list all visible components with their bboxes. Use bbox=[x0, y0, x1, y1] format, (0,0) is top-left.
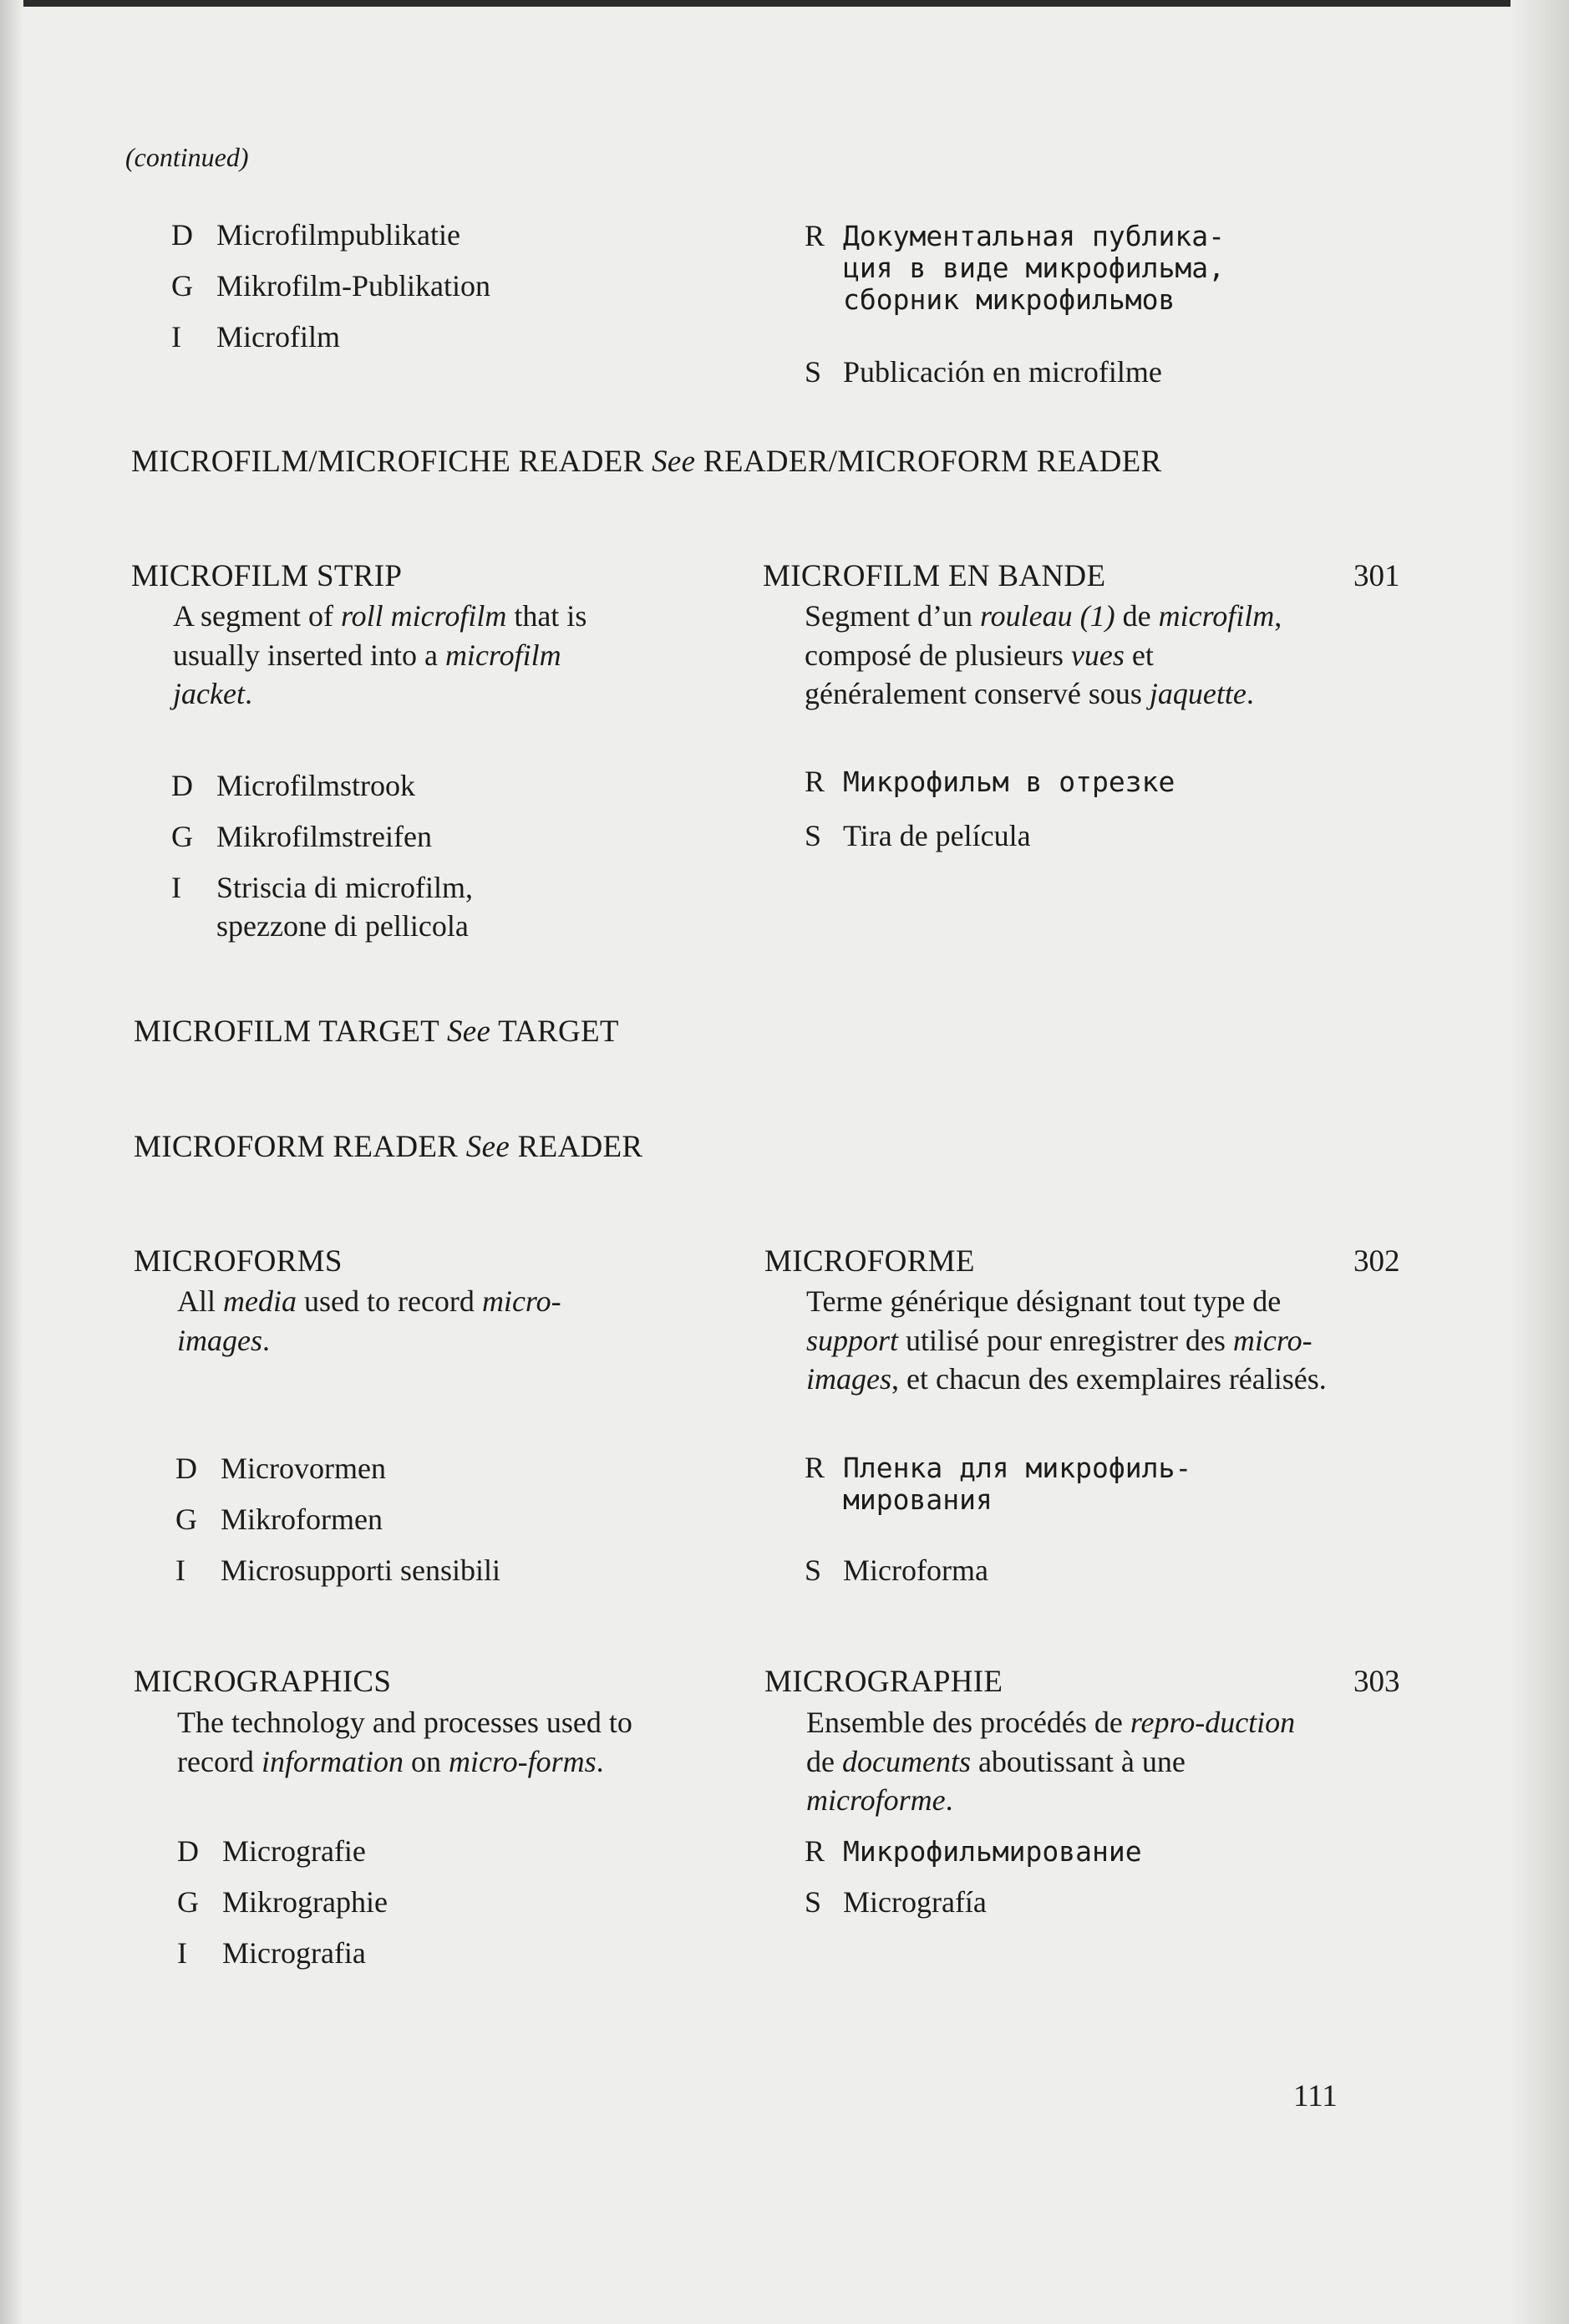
equivalent-line: I Microfilm bbox=[171, 320, 340, 353]
definition-en: A segment of roll microfilm that is usually inserted into a microfilm jacket. bbox=[173, 599, 587, 710]
equivalent-line: spezzone di pellicola bbox=[216, 909, 469, 943]
cross-reference: MICROFILM TARGET See TARGET bbox=[134, 1015, 619, 1049]
equivalents-dgi bbox=[171, 766, 473, 945]
equivalent-line: I Striscia di microfilm, bbox=[171, 871, 473, 904]
entry-term-fr: MICROFORME bbox=[764, 1244, 975, 1279]
entry-term-en: MICROFILM STRIP bbox=[131, 559, 403, 593]
equivalent-spanish: S Microforma bbox=[805, 1554, 988, 1587]
russian-line: R Документальная публика- bbox=[805, 219, 1225, 252]
equivalent-line: I Micrografia bbox=[177, 1936, 366, 1970]
equivalents-dgi bbox=[177, 1832, 388, 1972]
page-gutter-shadow bbox=[0, 0, 23, 2324]
definition-fr: Segment d’un rouleau (1) de microfilm, composé de plusieurs vues et généralement conservé sous jaquette. bbox=[805, 599, 1282, 710]
equivalents-dgi bbox=[175, 1449, 500, 1589]
page-edge-shadow bbox=[1511, 0, 1569, 2324]
entry-term-fr: MICROGRAPHIE bbox=[764, 1665, 1003, 1699]
definition-fr: Ensemble des procédés de repro-duction de documents aboutissant à une microforme. bbox=[806, 1706, 1296, 1817]
entry-number: 301 bbox=[1353, 559, 1400, 593]
equivalent-line: D Microfilmstrook bbox=[171, 769, 415, 802]
equivalent-spanish: S Tira de película bbox=[805, 819, 1031, 852]
entry-number: 303 bbox=[1353, 1665, 1400, 1699]
cross-reference: MICROFILM/MICROFICHE READER See READER/MICROFORM READER bbox=[131, 445, 1162, 479]
definition-en: The technology and processes used to record information on micro-forms. bbox=[177, 1706, 632, 1778]
russian-line: сборник микрофильмов bbox=[843, 283, 1175, 316]
equivalent-line: G Mikrofilm-Publikation bbox=[171, 269, 490, 303]
equivalent-line: I Microsupporti sensibili bbox=[175, 1554, 500, 1587]
equivalent-line: G Mikroformen bbox=[175, 1503, 383, 1536]
continued-entry-equivalents bbox=[171, 216, 490, 356]
definition-en: All media used to record micro-images. bbox=[177, 1284, 561, 1357]
entry-term-fr: MICROFILM EN BANDE bbox=[763, 559, 1106, 593]
russian-line: ция в виде микрофильма, bbox=[843, 252, 1225, 284]
equivalent-line: D Microvormen bbox=[175, 1452, 386, 1485]
definition-fr: Terme générique désignant tout type de support utilisé pour enregistrer des micro-images, et chacun des exemplaires réalisés. bbox=[806, 1284, 1327, 1396]
equivalent-line: G Mikrofilmstreifen bbox=[171, 820, 432, 853]
equivalent-russian: R Пленка для микрофиль- мирования bbox=[805, 1451, 1192, 1516]
equivalent-russian: R Микрофильмирование bbox=[805, 1834, 1142, 1868]
cross-reference: MICROFORM READER See READER bbox=[134, 1130, 643, 1164]
equivalent-line: D Microfilmpublikatie bbox=[171, 218, 460, 252]
continued-entry-spanish: S Publicación en microfilme bbox=[805, 355, 1162, 389]
equivalent-line: G Mikrographie bbox=[177, 1885, 388, 1919]
entry-term-en: MICROFORMS bbox=[134, 1244, 343, 1279]
page-top-edge bbox=[0, 0, 1569, 7]
equivalent-line: D Micrografie bbox=[177, 1834, 366, 1868]
page-number: 111 bbox=[1293, 2079, 1338, 2113]
equivalent-russian: R Микрофильм в отрезке bbox=[805, 765, 1175, 798]
continued-entry-russian bbox=[805, 220, 1225, 316]
continued-label: (continued) bbox=[125, 142, 249, 172]
entry-term-en: MICROGRAPHICS bbox=[134, 1665, 392, 1699]
entry-number: 302 bbox=[1353, 1244, 1400, 1279]
equivalent-spanish: S Micrografía bbox=[805, 1885, 987, 1919]
